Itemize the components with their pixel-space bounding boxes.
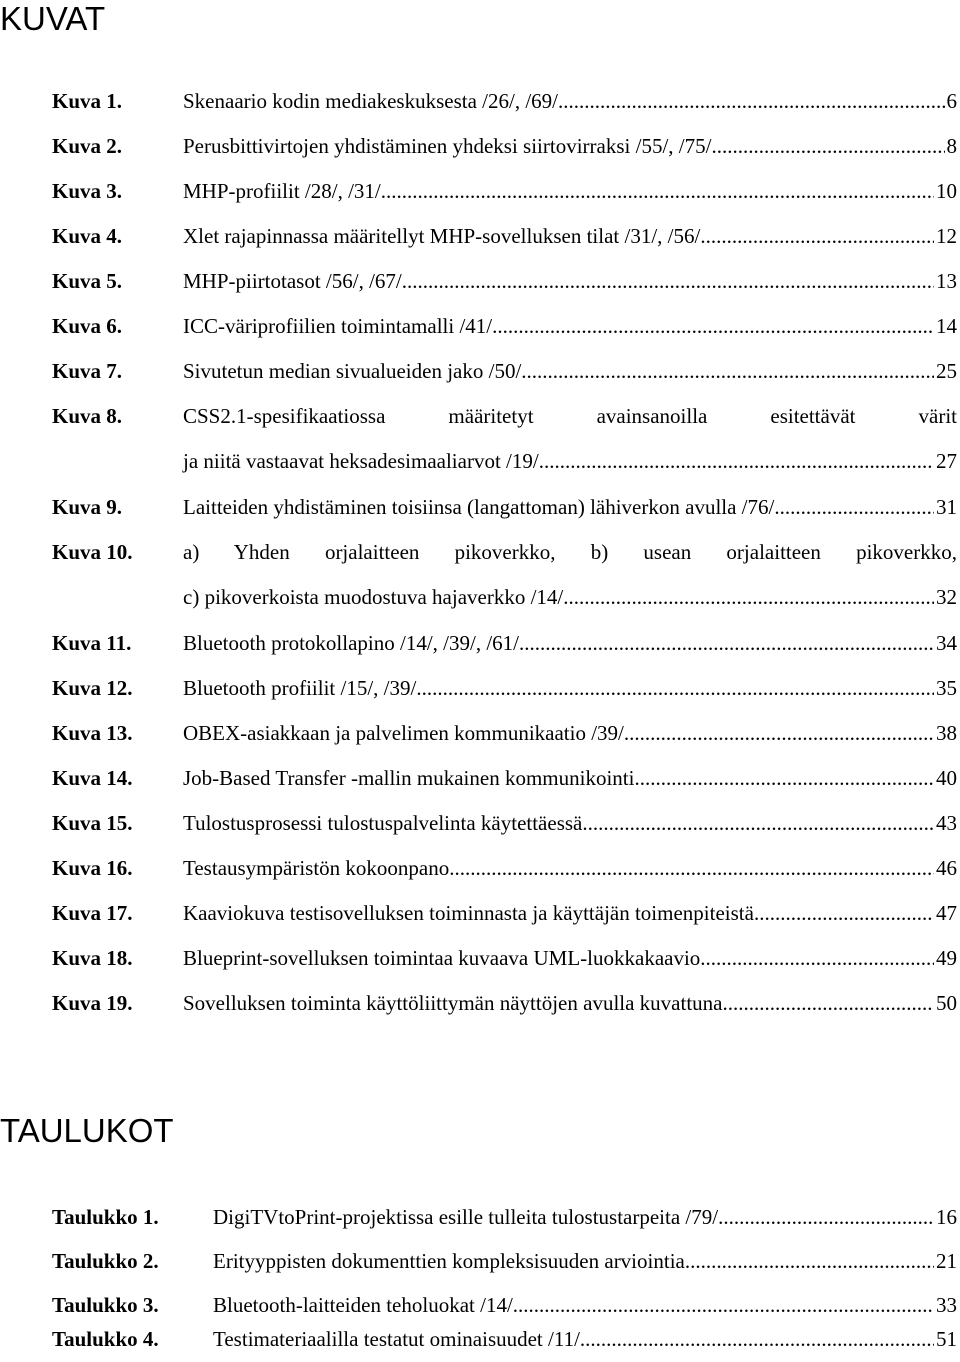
leader-dots xyxy=(580,1317,934,1362)
leader-dots xyxy=(521,349,934,394)
toc-entry[interactable] xyxy=(0,394,960,484)
leader-dots xyxy=(539,439,934,484)
entry-label: Kuva 1. xyxy=(52,89,123,113)
entry-label: Kuva 13. xyxy=(52,721,133,745)
leader-dots xyxy=(700,214,934,259)
entry-title: ICC-väriprofiilien toimintamalli /41/ xyxy=(183,314,493,338)
entry-title: Bluetooth-laitteiden teholuokat /14/ xyxy=(213,1293,513,1317)
leader-dots xyxy=(685,1239,934,1284)
toc-entry[interactable] xyxy=(0,530,960,620)
toc-entry[interactable] xyxy=(0,79,960,124)
toc-entry[interactable] xyxy=(0,981,960,1026)
entry-page: 16 xyxy=(936,1205,957,1229)
entry-label: Kuva 4. xyxy=(52,224,123,248)
toc-entry[interactable] xyxy=(0,304,960,349)
entry-title: MHP-profiilit /28/, /31/ xyxy=(183,179,381,203)
entry-page: 40 xyxy=(936,766,957,790)
entry-title: Blueprint-sovelluksen toimintaa kuvaava UML-luokkakaavio xyxy=(183,946,701,970)
entry-label: Kuva 10. xyxy=(52,540,133,564)
toc-entry[interactable] xyxy=(0,621,960,666)
tables-heading: TAULUKOT xyxy=(0,1112,174,1149)
toc-entry[interactable] xyxy=(0,936,960,981)
entry-label: Kuva 11. xyxy=(52,631,132,655)
entry-title: Testausympäristön kokoonpano xyxy=(183,856,450,880)
leader-dots xyxy=(381,169,934,214)
leader-dots xyxy=(563,575,934,620)
entry-page: 35 xyxy=(936,676,957,700)
leader-dots xyxy=(700,936,934,981)
entry-label: Kuva 12. xyxy=(52,676,133,700)
leader-dots xyxy=(634,756,934,801)
entry-label: Taulukko 3. xyxy=(52,1293,159,1317)
entry-title: Bluetooth profiilit /15/, /39/ xyxy=(183,676,417,700)
entry-label: Kuva 14. xyxy=(52,766,133,790)
entry-page: 47 xyxy=(936,901,957,925)
entry-page: 49 xyxy=(936,946,957,970)
leader-dots xyxy=(492,304,934,349)
toc-entry[interactable] xyxy=(0,1317,960,1362)
leader-dots xyxy=(754,891,934,936)
entry-label: Kuva 15. xyxy=(52,811,133,835)
entry-label: Kuva 7. xyxy=(52,359,123,383)
entry-page: 25 xyxy=(936,359,957,383)
toc-entry[interactable] xyxy=(0,124,960,169)
entry-label: Kuva 9. xyxy=(52,495,123,519)
entry-title: ja niitä vastaavat heksadesimaaliarvot /19/ xyxy=(183,449,539,473)
toc-entry[interactable] xyxy=(0,666,960,711)
toc-entry[interactable] xyxy=(0,349,960,394)
entry-label: Kuva 16. xyxy=(52,856,133,880)
toc-entry[interactable] xyxy=(0,169,960,214)
entry-label: Kuva 5. xyxy=(52,269,123,293)
entry-title-line1: CSS2.1-spesifikaatiossa määritetyt avainsanoilla esitettävät värit xyxy=(183,404,957,428)
entry-page: 51 xyxy=(936,1327,957,1351)
leader-dots xyxy=(711,124,944,169)
entry-title: MHP-piirtotasot /56/, /67/ xyxy=(183,269,402,293)
entry-title: Erityyppisten dokumenttien kompleksisuuden arviointia xyxy=(213,1249,685,1273)
toc-entry[interactable] xyxy=(0,891,960,936)
leader-dots xyxy=(723,981,935,1026)
leader-dots xyxy=(624,711,934,756)
leader-dots xyxy=(416,666,934,711)
entry-title: Job-Based Transfer -mallin mukainen kommunikointi xyxy=(183,766,635,790)
toc-entry[interactable] xyxy=(0,846,960,891)
leader-dots xyxy=(519,621,934,666)
leader-dots xyxy=(558,79,944,124)
entry-label: Kuva 8. xyxy=(52,404,123,428)
entry-title: Sovelluksen toiminta käyttöliittymän näyttöjen avulla kuvattuna xyxy=(183,991,723,1015)
entry-title-line1: a) Yhden orjalaitteen pikoverkko, b) usean orjalaitteen pikoverkko, xyxy=(183,540,957,564)
entry-page: 10 xyxy=(936,179,957,203)
entry-title: Sivutetun median sivualueiden jako /50/ xyxy=(183,359,522,383)
toc-entry[interactable] xyxy=(0,214,960,259)
entry-label: Kuva 17. xyxy=(52,901,133,925)
entry-page: 6 xyxy=(946,89,957,113)
entry-page: 12 xyxy=(936,224,957,248)
entry-label: Kuva 3. xyxy=(52,179,123,203)
leader-dots xyxy=(780,485,934,530)
leader-dots xyxy=(449,846,934,891)
entry-label: Kuva 2. xyxy=(52,134,123,158)
leader-dots xyxy=(402,259,934,304)
entry-page: 33 xyxy=(936,1293,957,1317)
entry-title: Xlet rajapinnassa määritellyt MHP-sovelluksen tilat /31/, /56/ xyxy=(183,224,701,248)
leader-dots xyxy=(582,801,934,846)
entry-page: 38 xyxy=(936,721,957,745)
entry-label: Kuva 6. xyxy=(52,314,123,338)
toc-entry[interactable] xyxy=(0,711,960,756)
toc-entry[interactable] xyxy=(0,756,960,801)
entry-title: Perusbittivirtojen yhdistäminen yhdeksi siirtovirraksi /55/, /75/ xyxy=(183,134,712,158)
toc-entry[interactable] xyxy=(0,801,960,846)
toc-entry[interactable] xyxy=(0,1195,960,1240)
entry-page: 46 xyxy=(936,856,957,880)
entry-page: 21 xyxy=(936,1249,957,1273)
entry-title: Kaaviokuva testisovelluksen toiminnasta ja käyttäjän toimenpiteistä xyxy=(183,901,754,925)
entry-title: c) pikoverkoista muodostuva hajaverkko /14/ xyxy=(183,585,564,609)
toc-entry[interactable] xyxy=(0,1239,960,1284)
entry-title: Testimateriaalilla testatut ominaisuudet /11/ xyxy=(213,1327,580,1351)
entry-page: 27 xyxy=(936,449,957,473)
entry-page: 13 xyxy=(936,269,957,293)
toc-entry[interactable] xyxy=(0,485,960,530)
entry-label: Taulukko 2. xyxy=(52,1249,159,1273)
entry-page: 14 xyxy=(936,314,957,338)
entry-page: 50 xyxy=(936,991,957,1015)
entry-label: Kuva 19. xyxy=(52,991,133,1015)
entry-title: Laitteiden yhdistäminen toisiinsa (langattoman) lähiverkon avulla /76/. xyxy=(183,495,780,519)
toc-entry[interactable] xyxy=(0,259,960,304)
entry-title: Bluetooth protokollapino /14/, /39/, /61/ xyxy=(183,631,519,655)
entry-title: DigiTVtoPrint-projektissa esille tulleita tulostustarpeita /79/ xyxy=(213,1205,719,1229)
entry-label: Taulukko 4. xyxy=(52,1327,159,1351)
entry-title: Tulostusprosessi tulostuspalvelinta käytettäessä xyxy=(183,811,583,835)
figures-heading: KUVAT xyxy=(0,0,106,37)
entry-page: 43 xyxy=(936,811,957,835)
entry-page: 8 xyxy=(946,134,957,158)
leader-dots xyxy=(718,1195,934,1240)
entry-label: Kuva 18. xyxy=(52,946,133,970)
entry-page: 34 xyxy=(936,631,957,655)
entry-page: 31 xyxy=(936,495,957,519)
entry-page: 32 xyxy=(936,585,957,609)
entry-label: Taulukko 1. xyxy=(52,1205,159,1229)
entry-title: OBEX-asiakkaan ja palvelimen kommunikaatio /39/ xyxy=(183,721,624,745)
entry-title: Skenaario kodin mediakeskuksesta /26/, /69/ xyxy=(183,89,559,113)
